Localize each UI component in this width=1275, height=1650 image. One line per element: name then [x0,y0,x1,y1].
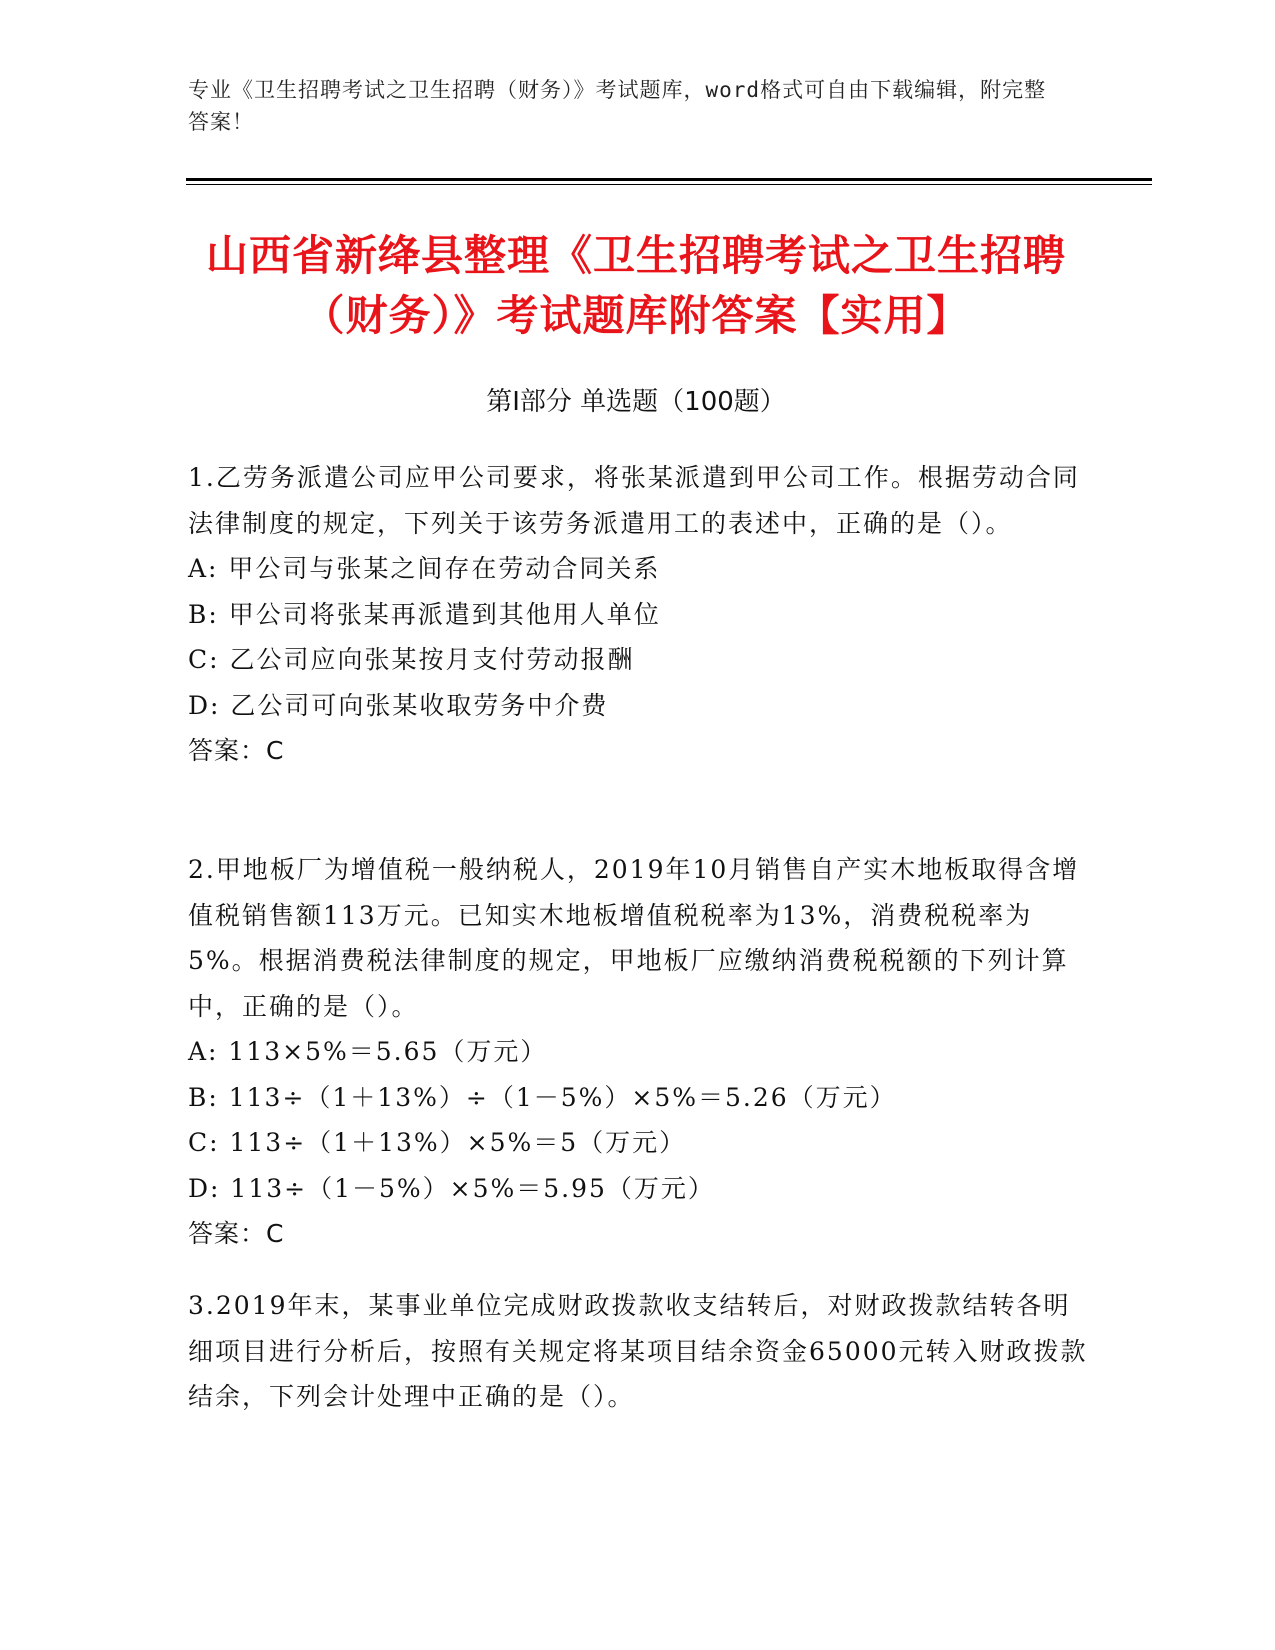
header-divider-thin [186,184,1152,185]
answer-label: 答案：C [188,1219,285,1248]
header-note: 专业《卫生招聘考试之卫生招聘（财务）》考试题库，word格式可自由下载编辑，附完整答案！ [188,78,1047,134]
answer-label: 答案：C [188,736,285,765]
question-2 [188,847,1088,1257]
header-divider-thick [186,178,1152,181]
option-b: B: 甲公司将张某再派遣到其他用人单位 [188,599,661,629]
option-b: B: 113÷（1＋13%）÷（1－5%）×5%＝5.26（万元） [188,1082,897,1112]
question-3 [188,1283,1088,1420]
question-stem: 1.乙劳务派遣公司应甲公司要求，将张某派遣到甲公司工作。根据劳动合同法律制度的规定，下列关于该劳务派遣用工的表述中，正确的是（）。 [188,463,1080,538]
document-title: 山西省新绛县整理《卫生招聘考试之卫生招聘（财务）》考试题库附答案【实用】 [205,231,1066,340]
option-a: A: 113×5%＝5.65（万元） [188,1037,548,1066]
question-1 [188,455,1088,774]
question-stem: 3.2019年末，某事业单位完成财政拨款收支结转后，对财政拨款结转各明细项目进行分析后，按照有关规定将某项目结余资金65000元转入财政拨款结余，下列会计处理中正确的是（）。 [188,1291,1088,1411]
option-d: D: 113÷（1－5%）×5%＝5.95（万元） [188,1173,715,1203]
section-title: 第I部分 单选题（100题） [486,387,786,417]
option-a: A: 甲公司与张某之间存在劳动合同关系 [188,554,661,583]
option-c: C: 113÷（1＋13%）×5%＝5（万元） [188,1128,687,1157]
question-stem: 2.甲地板厂为增值税一般纳税人，2019年10月销售自产实木地板取得含增值税销售额113万元。已知实木地板增值税税率为13%，消费税税率为5%。根据消费税法律制度的规定，甲地板厂应缴纳消费税税额的下列计算中，正确的是（）。 [188,855,1080,1021]
option-d: D: 乙公司可向张某收取劳务中介费 [188,690,609,720]
option-c: C: 乙公司应向张某按月支付劳动报酬 [188,645,635,674]
